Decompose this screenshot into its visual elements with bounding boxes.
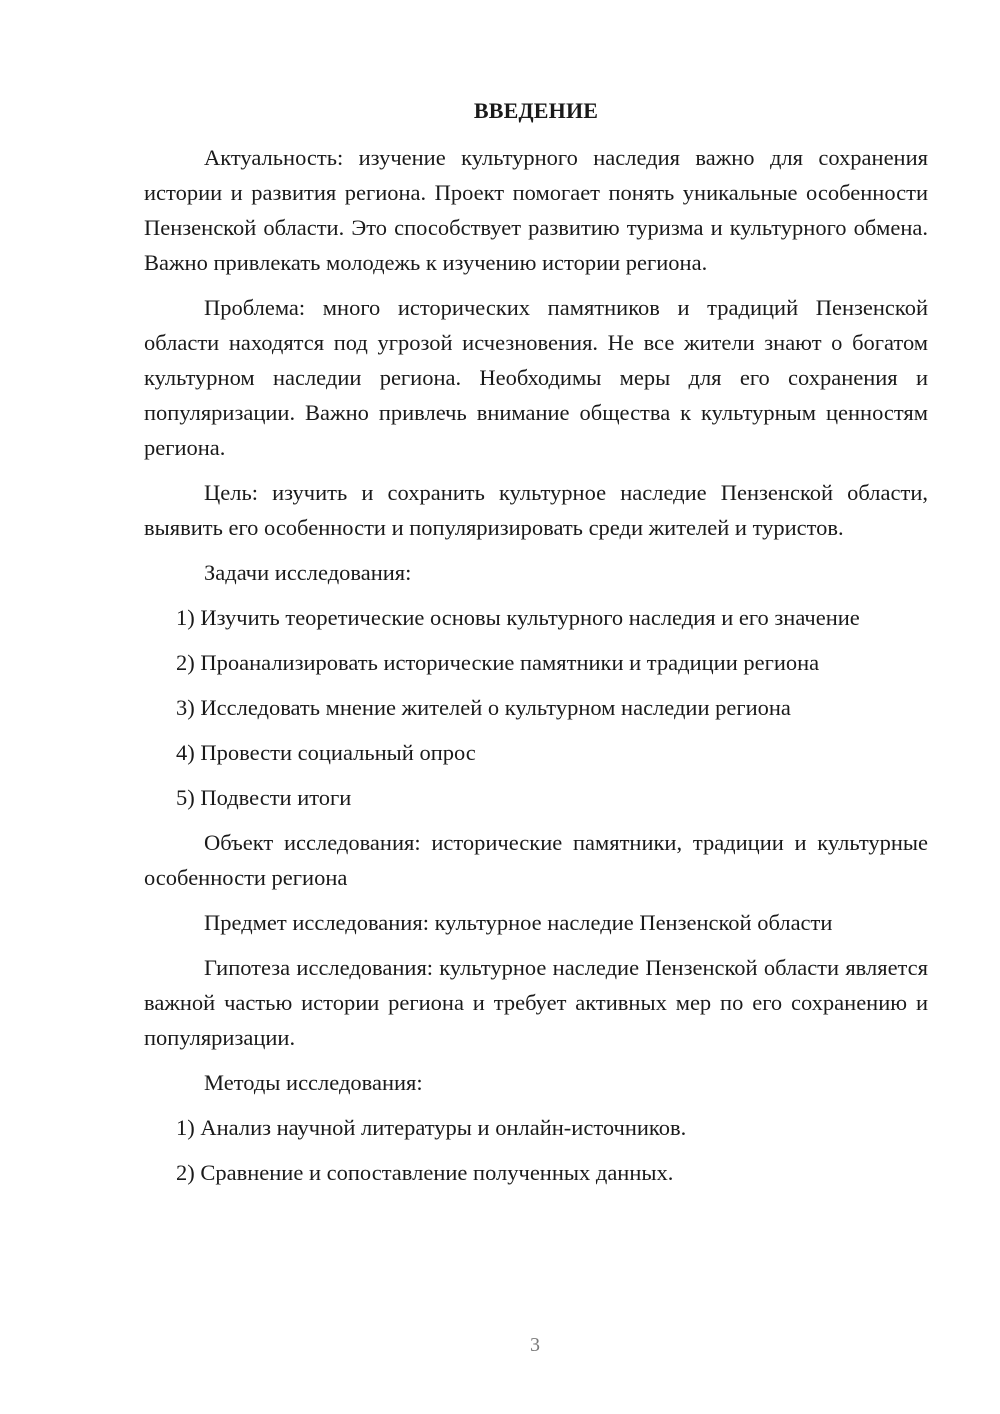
problem-paragraph: Проблема: много исторических памятников и традиций Пензенской области находятся под угрозой исчезновения. Не все жители знают о богатом культурном наследии региона. Необходимы меры для его сохранения и популяризации. Важно привлечь внимание общества к культурным ценностям региона. (144, 295, 928, 460)
document-page (144, 96, 928, 1190)
page-number: 3 (530, 1334, 540, 1356)
task-item: 5) Подвести итоги (176, 785, 352, 810)
relevance-paragraph: Актуальность: изучение культурного наследия важно для сохранения истории и развития региона. Проект помогает понять уникальные особенности Пензенской области. Это способствует развитию туризма и культурного обмена. Важно привлекать молодежь к изучению истории региона. (144, 145, 928, 275)
section-title: ВВЕДЕНИЕ (473, 98, 599, 123)
subject-paragraph: Предмет исследования: культурное наследие Пензенской области (204, 910, 833, 935)
task-item: 3) Исследовать мнение жителей о культурном наследии региона (176, 695, 791, 720)
method-item: 2) Сравнение и сопоставление полученных данных. (176, 1160, 674, 1185)
task-item: 4) Провести социальный опрос (176, 740, 476, 765)
hypothesis-paragraph: Гипотеза исследования: культурное наследие Пензенской области является важной частью истории региона и требует активных мер по его сохранению и популяризации. (144, 955, 928, 1050)
task-item: 2) Проанализировать исторические памятники и традиции региона (176, 650, 820, 675)
task-item: 1) Изучить теоретические основы культурного наследия и его значение (176, 605, 860, 630)
methods-heading: Методы исследования: (204, 1070, 423, 1095)
method-item: 1) Анализ научной литературы и онлайн-источников. (176, 1115, 687, 1140)
object-paragraph: Объект исследования: исторические памятники, традиции и культурные особенности региона (144, 830, 928, 890)
tasks-heading: Задачи исследования: (204, 560, 412, 585)
goal-paragraph: Цель: изучить и сохранить культурное наследие Пензенской области, выявить его особенности и популяризировать среди жителей и туристов. (144, 480, 928, 540)
